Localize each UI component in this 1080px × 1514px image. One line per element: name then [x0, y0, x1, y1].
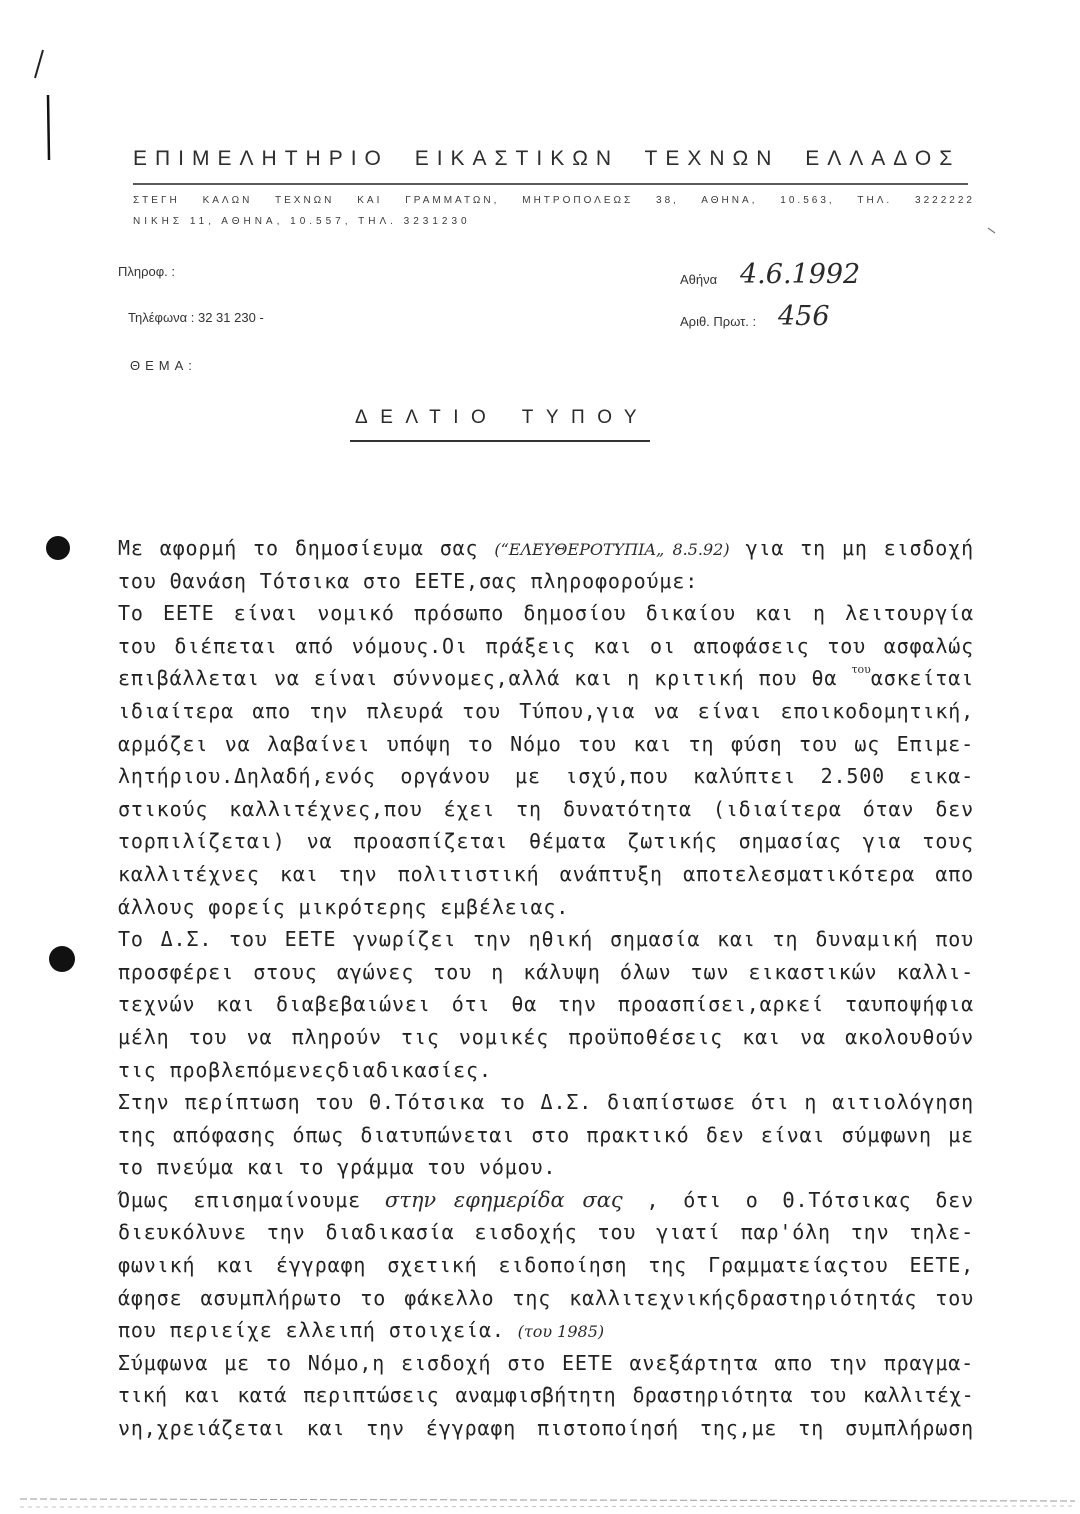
- press-release-body: [118, 532, 974, 1445]
- body-line: στικούς καλλιτέχνες,που έχει τη δυνατότητα (ιδιαίτερα όταν δεν: [118, 796, 974, 821]
- punch-hole: [49, 946, 75, 972]
- typed-text: που περιείχε ελλειπή στοιχεία.: [118, 1318, 505, 1343]
- body-line: τική και κατά περιπτώσεις αναμφισβήτητη δραστηριότητα του καλλιτέχ-: [118, 1383, 974, 1408]
- body-line: του διέπεται από νόμους.Οι πράξεις και οι αποφάσεις του ασφαλώς: [118, 633, 974, 658]
- body-line: [118, 532, 974, 565]
- phones-row: [128, 310, 264, 326]
- typed-text: , ότι ο Θ.Τότσικας δεν: [646, 1187, 974, 1212]
- body-line: [118, 1314, 974, 1347]
- handwritten-insert: (του 1985): [517, 1322, 605, 1342]
- body-line: της απόφασης όπως διατυπώνεται στο πρακτικό δεν είναι σύμφωνη με: [118, 1122, 974, 1147]
- body-line: διευκόλυνε την διαδικασία εισδοχής του γιατί παρ'όλη την τηλε-: [118, 1220, 974, 1245]
- title-underline: [350, 440, 650, 442]
- body-line: καλλιτέχνες και την πολιτιστική ανάπτυξη αποτελεσματικότερα απο: [118, 861, 974, 886]
- corner-tick-mark: [988, 228, 995, 233]
- body-line: του Θανάση Τότσικα στο ΕΕΤΕ,σας πληροφορούμε:: [118, 568, 699, 593]
- typed-text: Με αφορμή το δημοσίευμα σας: [118, 536, 479, 560]
- body-line: Το Δ.Σ. του ΕΕΤΕ γνωρίζει την ηθική σημασία και τη δυναμική που: [118, 927, 974, 952]
- margin-bar-mark: [48, 95, 49, 160]
- body-line: [118, 1184, 974, 1217]
- punch-hole: [46, 536, 70, 560]
- phones-label: Τηλέφωνα :: [128, 310, 195, 325]
- subject-label: ΘΕΜΑ:: [130, 358, 197, 373]
- phones-value: 32 31 230 -: [197, 310, 264, 325]
- body-line: αρμόζει να λαβαίνει υπόψη το Νόμο του και τη φύση του ως Επιμε-: [118, 731, 974, 756]
- body-line: ιδιαίτερα απο την πλευρά του Τύπου,για να είναι εποικοδομητική,: [118, 698, 974, 723]
- body-line: Το ΕΕΤΕ είναι νομικό πρόσωπο δημοσίου δικαίου και η λειτουργία: [118, 601, 974, 626]
- body-line: μέλη του να πληρούν τις νομικές προϋποθέσεις και να ακολουθούν: [118, 1024, 974, 1049]
- body-line: άλλους φορείς μικρότερης εμβέλειας.: [118, 894, 570, 919]
- place-label: Αθήνα: [680, 272, 718, 287]
- body-line: τορπιλίζεται) να προασπίζεται θέματα ζωτικής σημασίας για τους: [118, 829, 974, 854]
- body-line: προσφέρει στους αγώνες του η κάλυψη όλων των εικαστικών καλλι-: [118, 959, 974, 984]
- scan-edge-dashed-line: [20, 1499, 1075, 1501]
- handwritten-insert: (“ΕΛΕΥΘΕΡΟΤΥΠΙΑ„ 8.5.92): [494, 540, 730, 559]
- page-title: ΔΕΛΤΙΟ ΤΥΠΟΥ: [355, 407, 650, 428]
- typed-text: επιβάλλεται να είναι σύννομες,αλλά και η κριτική που θα: [118, 666, 838, 691]
- handwritten-date: 4.6.1992: [740, 259, 861, 290]
- typed-text: Όμως επισημαίνουμε: [118, 1187, 362, 1212]
- org-name: ΕΠΙΜΕΛΗΤΗΡΙΟ ΕΙΚΑΣΤΙΚΩΝ ΤΕΧΝΩΝ ΕΛΛΑΔΟΣ: [133, 147, 961, 170]
- body-line: τεχνών και διαβεβαιώνει ότι θα την προασπίσει,αρκεί ταυποψήφια: [118, 992, 974, 1017]
- scan-edge-dashed-line: [20, 1506, 1075, 1507]
- info-label: Πληροφ. :: [118, 264, 176, 279]
- body-line: άφησε ασυμπλήρωτο το φάκελλο της καλλιτεχνικήςδραστηριότητάς του: [118, 1285, 974, 1310]
- body-line: [118, 662, 974, 695]
- body-line: νη,χρειάζεται και την έγγραφη πιστοποίησή της,με τη συμπλήρωση: [118, 1416, 974, 1441]
- body-line: τις προβλεπόμενεςδιαδικασίες.: [118, 1057, 492, 1082]
- typed-text: ασκείται: [870, 666, 974, 691]
- address-line-1: ΣΤΕΓΗ ΚΑΛΩΝ ΤΕΧΝΩΝ ΚΑΙ ΓΡΑΜΜΑΤΩΝ, ΜΗΤΡΟΠΟΛΕΩΣ 38, ΑΘΗΝΑ, 10.563, ΤΗΛ. 3222222: [133, 195, 975, 206]
- letterhead-rule: [133, 183, 968, 185]
- body-line: Στην περίπτωση του Θ.Τότσικα το Δ.Σ. διαπίστωσε ότι η αιτιολόγηση: [118, 1090, 974, 1115]
- address-line-2: ΝΙΚΗΣ 11, ΑΘΗΝΑ, 10.557, ΤΗΛ. 3231230: [133, 216, 471, 227]
- body-line: το πνεύμα και το γράμμα του νόμου.: [118, 1155, 557, 1180]
- handwritten-insert: στην εφημερίδα σας: [384, 1187, 623, 1212]
- pen-slash-mark: [35, 50, 43, 78]
- body-line: φωνική και έγγραφη σχετική ειδοποίηση της Γραμματείαςτου ΕΕΤΕ,: [118, 1253, 974, 1278]
- typed-text: για τη μη εισδοχή: [745, 536, 974, 560]
- handwritten-insert: του: [851, 663, 871, 677]
- body-line: Σύμφωνα με το Νόμο,η εισδοχή στο ΕΕΤΕ ανεξάρτητα απο την πραγμα-: [118, 1350, 974, 1375]
- handwritten-protocol-number: 456: [778, 301, 830, 332]
- protocol-label: Αριθ. Πρωτ. :: [680, 314, 757, 329]
- body-line: λητήριου.Δηλαδή,ενός οργάνου με ισχύ,που καλύπτει 2.500 εικα-: [118, 764, 974, 789]
